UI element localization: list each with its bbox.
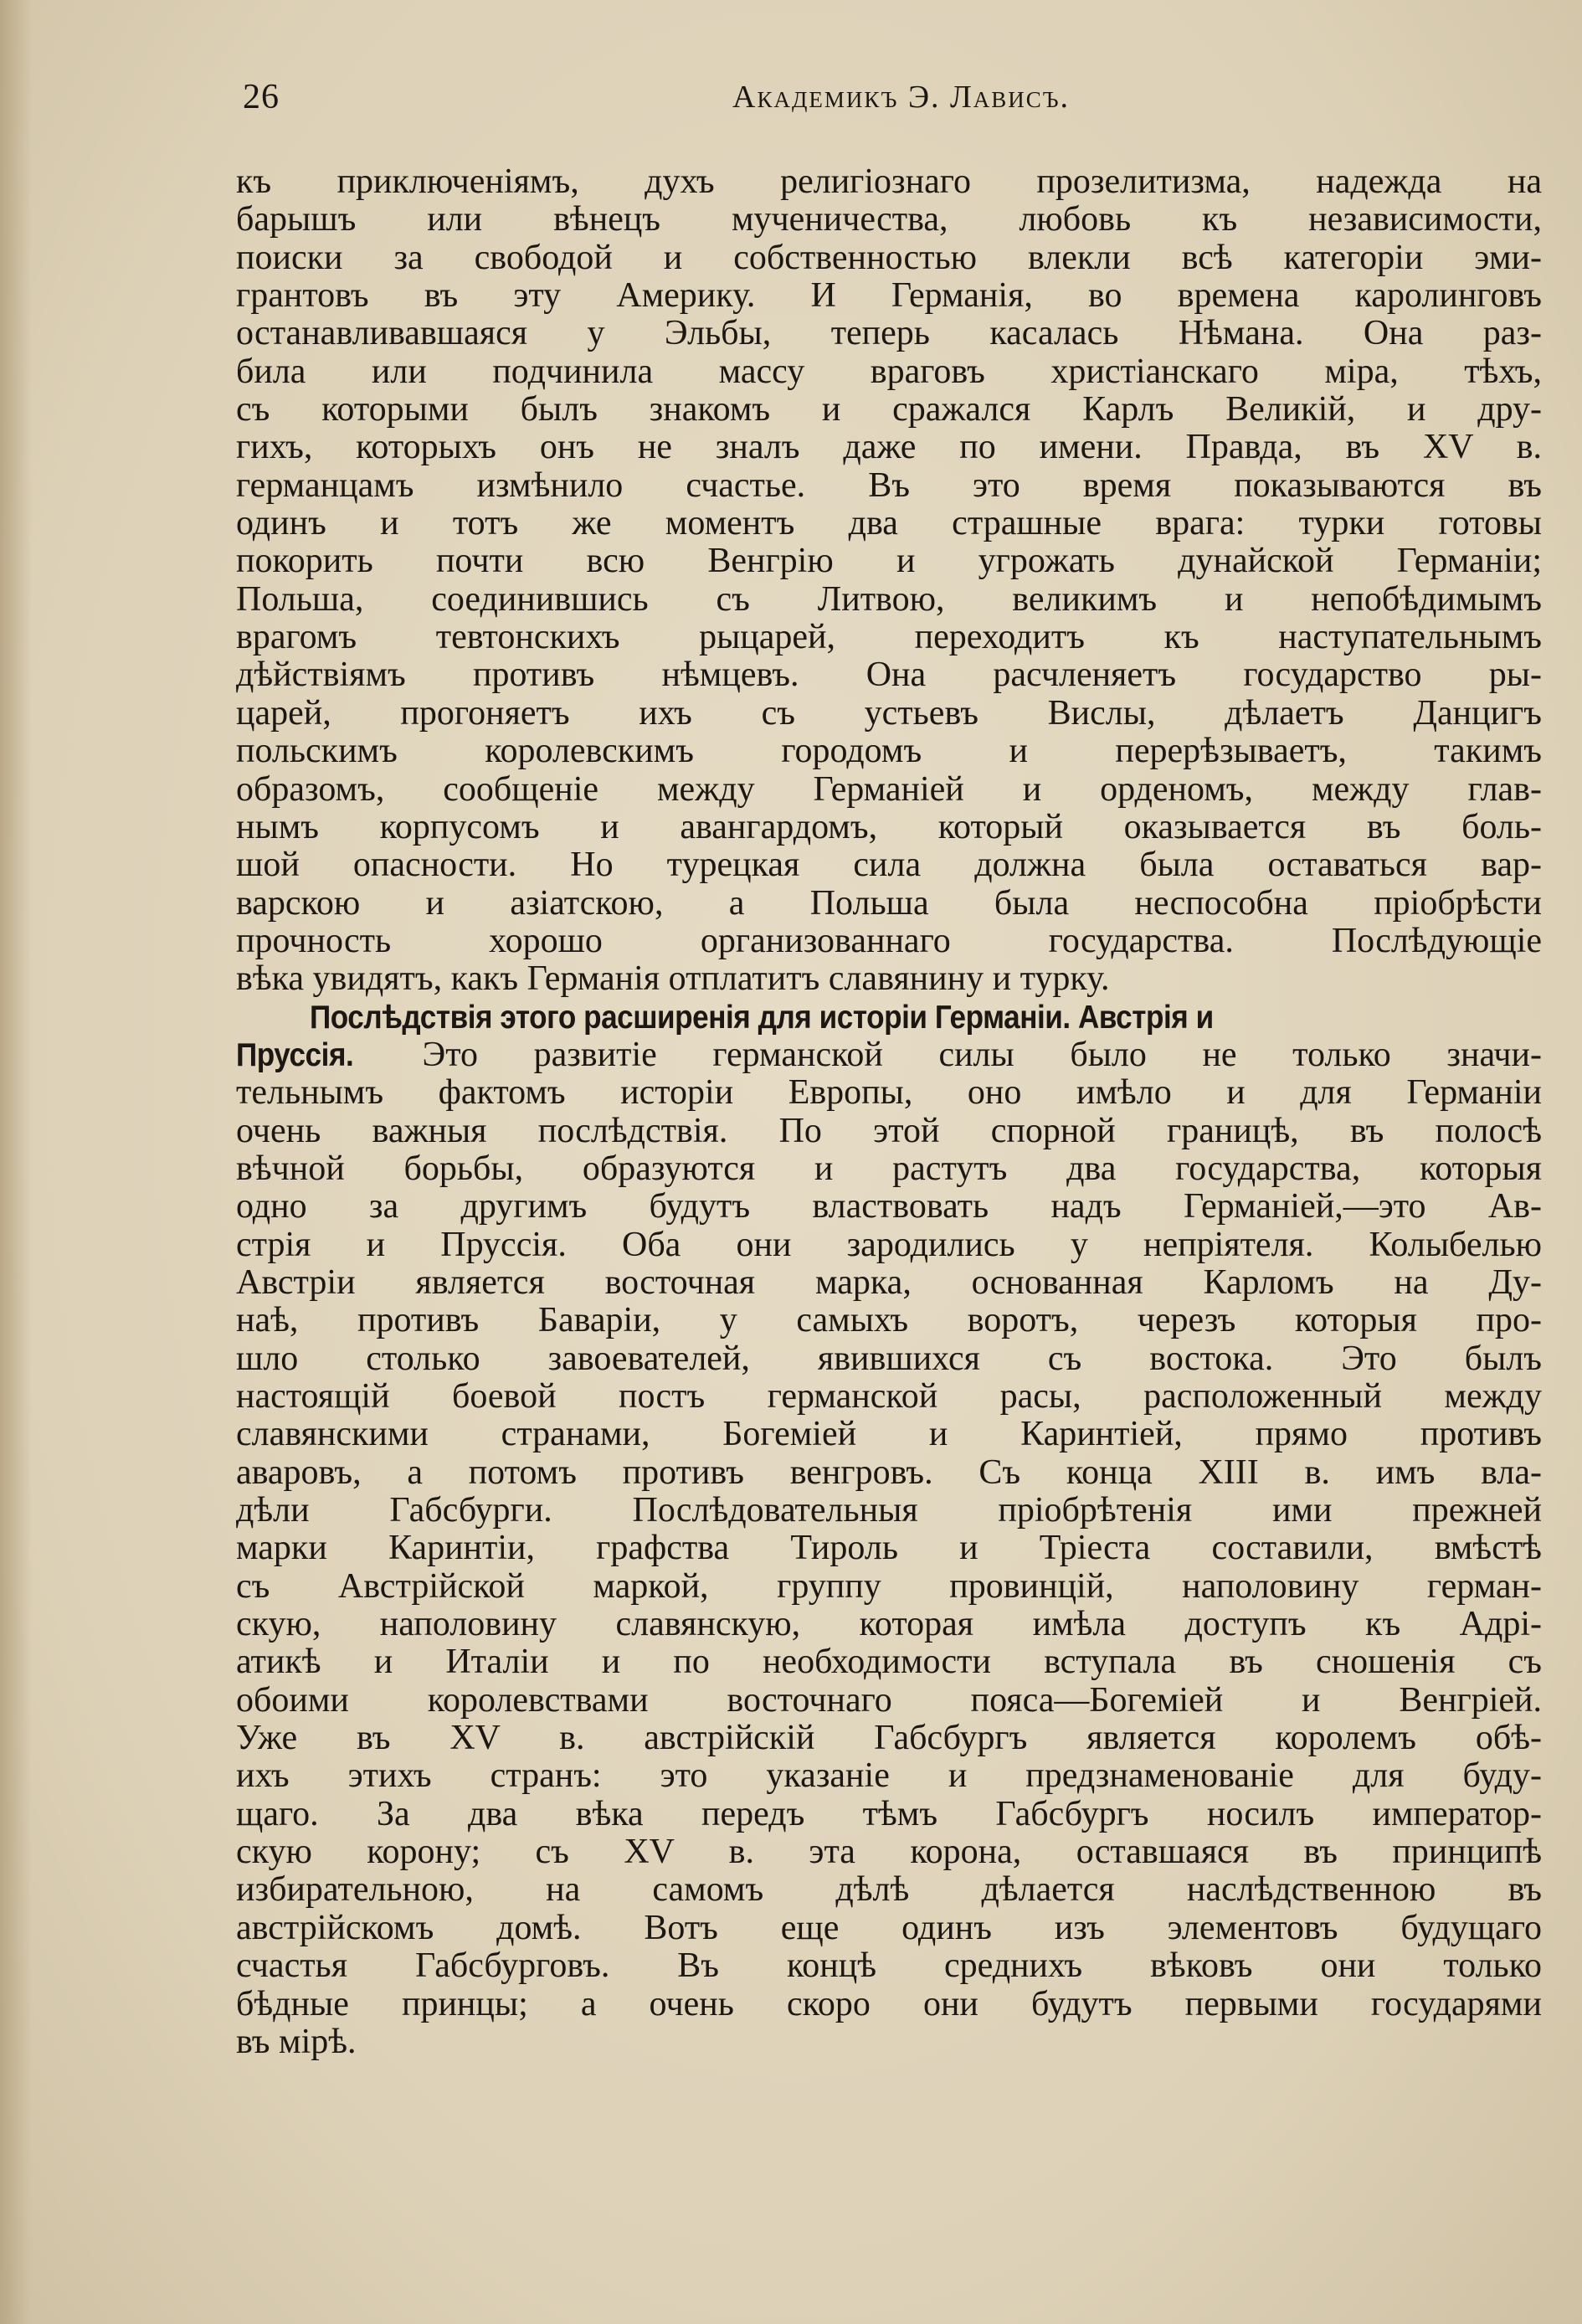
- text-line: настоящій боевой постъ германской расы, расположенный между: [236, 1378, 1542, 1416]
- text-line: съ которыми былъ знакомъ и сражался Карлъ Великій, и дру-: [236, 391, 1542, 429]
- text-line: польскимъ королевскимъ городомъ и перерѣзываетъ, такимъ: [236, 733, 1542, 771]
- text-line: поиски за свободой и собственностью влекли всѣ категоріи эми-: [236, 239, 1542, 277]
- text-line: щаго. За два вѣка передъ тѣмъ Габсбургъ носилъ император-: [236, 1795, 1542, 1833]
- text-line: съ Австрійской маркой, группу провинцій, наполовину герман-: [236, 1567, 1542, 1606]
- body-text: [236, 163, 1542, 2061]
- page-edge-shadow: [0, 0, 32, 2324]
- text-line: Польша, соединившись съ Литвою, великимъ и непобѣдимымъ: [236, 580, 1542, 619]
- text-line: грантовъ въ эту Америку. И Германія, во времена каролинговъ: [236, 277, 1542, 316]
- text-line: Уже въ XV в. австрійскій Габсбургъ является королемъ обѣ-: [236, 1720, 1542, 1758]
- text-line: избирательною, на самомъ дѣлѣ дѣлается наслѣдственною въ: [236, 1871, 1542, 1910]
- text-line: обоими королевствами восточнаго пояса—Богеміей и Венгріей.: [236, 1681, 1542, 1720]
- text-line: гихъ, которыхъ онъ не зналъ даже по имени. Правда, въ XV в.: [236, 429, 1542, 467]
- running-head: [243, 77, 1549, 127]
- section-paragraph: [236, 999, 1542, 1075]
- text-line: била или подчинила массу враговъ христіанскаго міра, тѣхъ,: [236, 352, 1542, 391]
- text-line: варскою и азіатскою, а Польша была неспособна пріобрѣсти: [236, 884, 1542, 923]
- text-line: атикѣ и Италіи и по необходимости вступала въ сношенія съ: [236, 1643, 1542, 1682]
- text-line: останавливавшаяся у Эльбы, теперь касалась Нѣмана. Она раз-: [236, 315, 1542, 353]
- text-line: дѣли Габсбурги. Послѣдовательныя пріобрѣтенія ими прежней: [236, 1492, 1542, 1530]
- text-line: аваровъ, а потомъ противъ венгровъ. Съ конца XIII в. имъ вла-: [236, 1453, 1542, 1492]
- text-line: шой опасности. Но турецкая сила должна была оставаться вар-: [236, 846, 1542, 885]
- text-line: австрійскомъ домѣ. Вотъ еще одинъ изъ элементовъ будущаго: [236, 1909, 1542, 1947]
- text-line: дѣйствіямъ противъ нѣмцевъ. Она расчленяетъ государство ры-: [236, 656, 1542, 695]
- text-line: Австріи является восточная марка, основанная Карломъ на Ду-: [236, 1263, 1542, 1302]
- text-line: одно за другимъ будутъ властвовать надъ Германіей,—это Ав-: [236, 1188, 1542, 1226]
- section-title-end: Пруссія.: [236, 1036, 354, 1073]
- text-line: нымъ корпусомъ и авангардомъ, который оказывается въ боль-: [236, 808, 1542, 846]
- section-title-line: [236, 999, 1542, 1036]
- section-title-continuation-line: [236, 1036, 1542, 1074]
- paragraph-2: [236, 1074, 1542, 2061]
- text-line: бѣдные принцы; а очень скоро они будутъ первыми государями: [236, 1985, 1542, 2023]
- text-line: врагомъ тевтонскихъ рыцарей, переходитъ къ наступательнымъ: [236, 619, 1542, 657]
- text-line: стрія и Пруссія. Оба они зародились у непріятеля. Колыбелью: [236, 1226, 1542, 1264]
- text-line: образомъ, сообщеніе между Германіей и орденомъ, между глав-: [236, 770, 1542, 809]
- text-line: вѣка увидятъ, какъ Германія отплатитъ славянину и турку.: [236, 960, 1110, 999]
- section-first-line-text: Это развитіе германской силы было не только значи-: [366, 1036, 1542, 1074]
- text-line: царей, прогоняетъ ихъ съ устьевъ Вислы, дѣлаетъ Данцигъ: [236, 694, 1542, 733]
- text-line: очень важныя послѣдствія. По этой спорной границѣ, въ полосѣ: [236, 1112, 1542, 1150]
- text-line: прочность хорошо организованнаго государства. Послѣдующіе: [236, 922, 1542, 960]
- paragraph-1: [236, 163, 1542, 999]
- text-line: одинъ и тотъ же моментъ два страшные врага: турки готовы: [236, 505, 1542, 543]
- text-line: скую корону; съ XV в. эта корона, оставшаяся въ принципѣ: [236, 1833, 1542, 1872]
- text-line: счастья Габсбурговъ. Въ концѣ среднихъ вѣковъ они только: [236, 1947, 1542, 1986]
- text-line: наѣ, противъ Баваріи, у самыхъ воротъ, черезъ которыя про-: [236, 1302, 1542, 1340]
- text-line: славянскими странами, Богеміей и Каринтіей, прямо противъ: [236, 1416, 1542, 1454]
- text-line: скую, наполовину славянскую, которая имѣла доступъ къ Адрі-: [236, 1606, 1542, 1644]
- text-line: германцамъ измѣнило счастье. Въ это время показываются въ: [236, 466, 1542, 505]
- text-line: покорить почти всю Венгрію и угрожать дунайской Германіи;: [236, 542, 1542, 581]
- text-line: шло столько завоевателей, явившихся съ востока. Это былъ: [236, 1339, 1542, 1378]
- text-line: марки Каринтіи, графства Тироль и Тріеста составили, вмѣстѣ: [236, 1530, 1542, 1568]
- page-header: Академикъ Э. Лависъ.: [732, 80, 1071, 115]
- text-line: ихъ этихъ странъ: это указаніе и предзнаменованіе для буду-: [236, 1757, 1542, 1796]
- text-line: вѣчной борьбы, образуются и растутъ два государства, которыя: [236, 1149, 1542, 1188]
- text-line: тельнымъ фактомъ исторіи Европы, оно имѣло и для Германіи: [236, 1074, 1542, 1113]
- text-line: къ приключеніямъ, духъ религіознаго прозелитизма, надежда на: [236, 163, 1542, 201]
- page-number: 26: [243, 78, 280, 116]
- text-line: барышъ или вѣнецъ мученичества, любовь къ независимости,: [236, 201, 1542, 239]
- text-line: въ мірѣ.: [236, 2023, 357, 2061]
- section-title: Послѣдствія этого расширенія для исторіи Германіи. Австрія и: [310, 999, 1214, 1036]
